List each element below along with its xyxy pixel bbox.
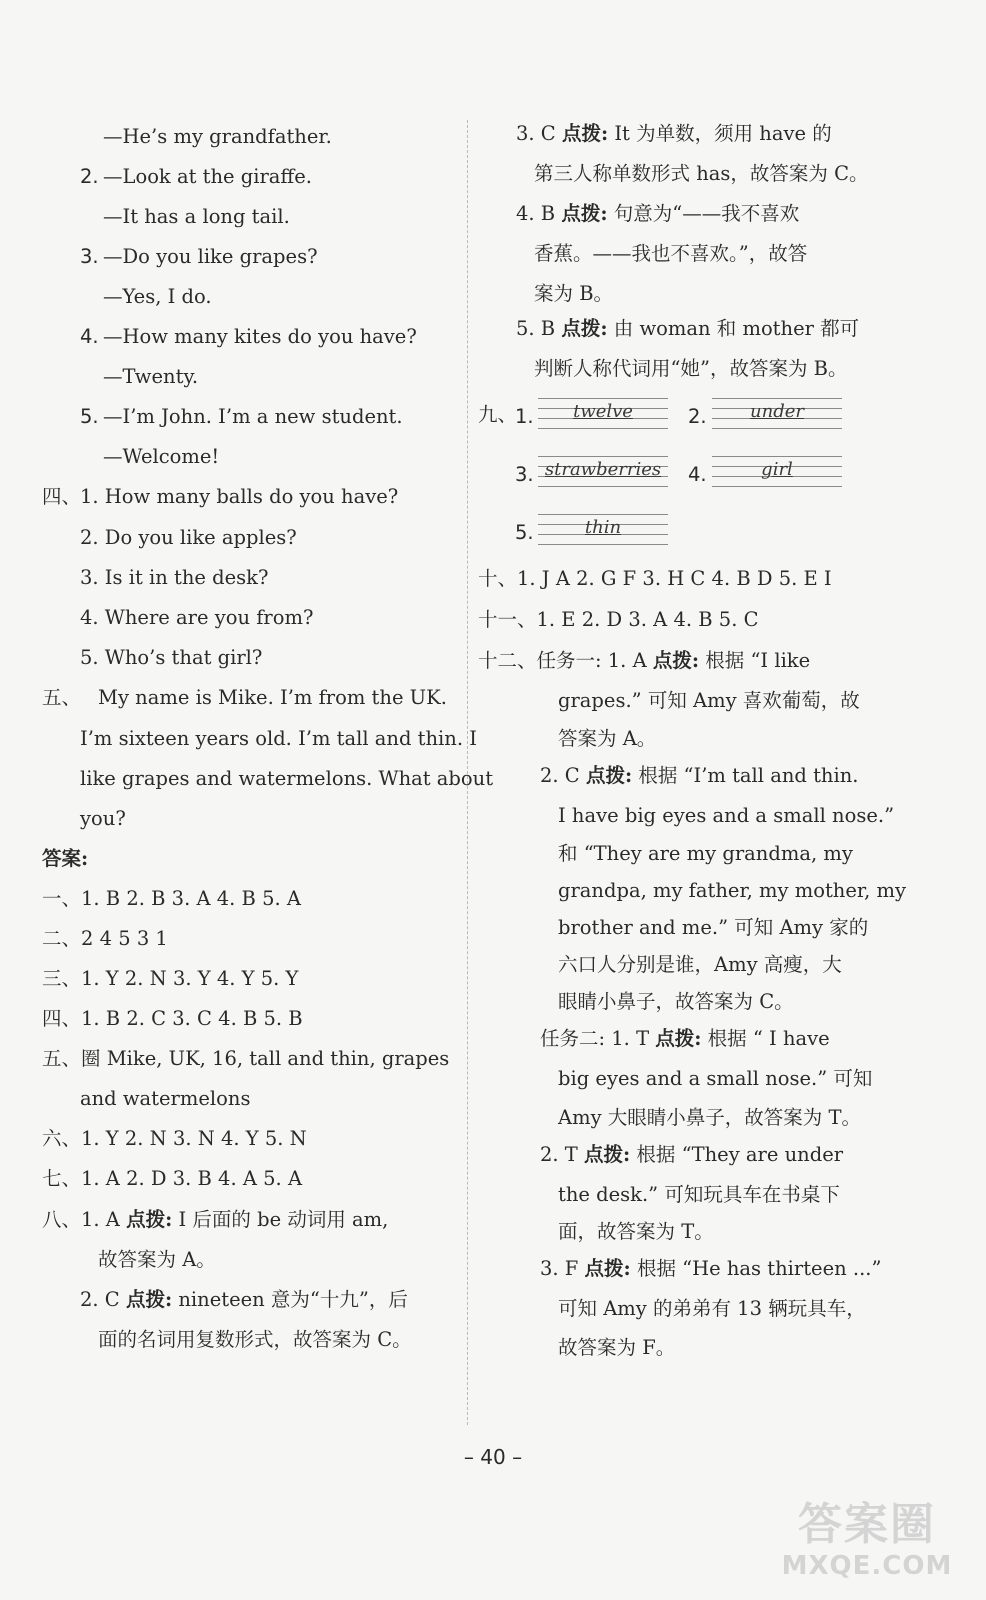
answer-line: 案为 B。 [534, 282, 614, 305]
item-number: 5. [80, 405, 99, 428]
answer-key: 2. C [80, 1288, 126, 1311]
answer-line: 三、1. Y 2. N 3. Y 4. Y 5. Y [42, 967, 299, 990]
writing-lines [538, 456, 668, 486]
answer-line [516, 317, 859, 341]
handwritten-answer: under [750, 401, 804, 422]
answer-line [540, 1027, 830, 1051]
hint-label: 点拨: [561, 317, 608, 340]
answer-line: 五、圈 Mike, UK, 16, tall and thin, grapes [42, 1047, 450, 1070]
page-number: – 40 – [463, 1445, 523, 1469]
answer-line: 第三人称单数形式 has，故答案为 C。 [534, 162, 869, 185]
writing-lines [712, 398, 842, 428]
answer-line: 故答案为 A。 [98, 1248, 216, 1271]
hint-label: 点拨: [126, 1208, 173, 1231]
answer-line: 七、1. A 2. D 3. B 4. A 5. A [42, 1167, 303, 1190]
answer-line: 眼睛小鼻子，故答案为 C。 [558, 990, 794, 1013]
question-line: 2. Do you like apples? [80, 526, 297, 549]
answer-line [42, 1208, 388, 1232]
item-number: 4. [80, 325, 99, 348]
hint-text: 根据 “I’m tall and thin. [632, 764, 859, 787]
hint-text: 根据 “They are under [630, 1143, 844, 1166]
answer-line: 可知 Amy 的弟弟有 13 辆玩具车， [558, 1297, 866, 1320]
answer-line: 六、1. Y 2. N 3. N 4. Y 5. N [42, 1127, 307, 1150]
hint-label: 点拨: [584, 1143, 631, 1166]
answer-line: 十一、1. E 2. D 3. A 4. B 5. C [478, 608, 759, 631]
answer-line [516, 122, 832, 146]
hint-text: 根据 “ I have [701, 1027, 830, 1050]
answer-line: 二、2 4 5 3 1 [42, 927, 168, 950]
column-divider [467, 120, 468, 1425]
answers-heading: 答案: [42, 847, 89, 870]
writing-lines [538, 398, 668, 428]
handwritten-answer: girl [761, 459, 793, 480]
answer-line: big eyes and a small nose.” 可知 [558, 1067, 873, 1090]
item-number: 3. [515, 463, 534, 486]
dialog-line: —How many kites do you have? [103, 325, 417, 348]
answer-line: 面，故答案为 T。 [558, 1220, 714, 1243]
hint-label: 点拨: [584, 1257, 631, 1280]
dialog-line: —Welcome! [103, 445, 220, 468]
item-number: 4. [688, 463, 707, 486]
hint-text: 根据 “I like [699, 649, 811, 672]
writing-lines [538, 514, 668, 544]
answer-line: grapes.” 可知 Amy 喜欢葡萄，故 [558, 689, 860, 712]
answer-key: 5. B [516, 317, 562, 340]
answer-line: I have big eyes and a small nose.” [558, 804, 895, 827]
hint-label: 点拨: [585, 764, 633, 787]
dialog-line: —Do you like grapes? [103, 245, 318, 268]
hint-text: nineteen 意为“十九”，后 [172, 1288, 408, 1311]
dialog-line: —He’s my grandfather. [103, 125, 332, 148]
hint-label: 点拨: [125, 1288, 173, 1311]
hint-text: I 后面的 be 动词用 am, [172, 1208, 389, 1231]
answer-line: 故答案为 F。 [558, 1336, 676, 1359]
answer-key: 十二、任务一: 1. A [478, 649, 653, 672]
answer-line: and watermelons [80, 1087, 251, 1110]
answer-line [540, 764, 859, 788]
answer-line: 面的名词用复数形式，故答案为 C。 [98, 1328, 412, 1351]
answer-line: grandpa, my father, my mother, my [558, 879, 906, 902]
item-number: 2. [80, 165, 99, 188]
hint-label: 点拨: [561, 202, 608, 225]
answer-key: 2. T [540, 1143, 585, 1166]
question-line: 1. How many balls do you have? [80, 485, 399, 508]
item-number: 5. [515, 521, 534, 544]
dialog-line: —I’m John. I’m a new student. [103, 405, 403, 428]
paragraph-line: My name is Mike. I’m from the UK. [98, 686, 447, 709]
hint-text: 由 woman 和 mother 都可 [607, 317, 860, 340]
handwritten-answer: thin [584, 517, 622, 538]
section-label: 四、 [42, 485, 82, 508]
hint-label: 点拨: [655, 1027, 702, 1050]
question-line: 4. Where are you from? [80, 606, 314, 629]
answer-line: the desk.” 可知玩具车在书桌下 [558, 1183, 840, 1206]
question-line: 5. Who’s that girl? [80, 646, 263, 669]
answer-key: 4. B [516, 202, 562, 225]
writing-lines [712, 456, 842, 486]
hint-label: 点拨: [561, 122, 609, 145]
answer-line [80, 1288, 408, 1312]
answer-line: 判断人称代词用“她”，故答案为 B。 [534, 357, 848, 380]
answer-line [540, 1143, 843, 1167]
watermark [772, 1500, 962, 1592]
handwritten-answer: twelve [573, 401, 633, 422]
item-number: 3. [80, 245, 99, 268]
answer-line: 六口人分别是谁，Amy 高瘦，大 [558, 953, 842, 976]
answer-line [516, 202, 799, 226]
hint-text: It 为单数，须用 have 的 [608, 122, 832, 145]
paragraph-line: like grapes and watermelons. What about [80, 767, 494, 790]
answer-line: 十、1. J A 2. G F 3. H C 4. B D 5. E I [478, 567, 832, 590]
answer-line [478, 649, 810, 673]
answer-line: Amy 大眼睛小鼻子，故答案为 T。 [558, 1106, 861, 1129]
answer-key: 3. C [516, 122, 562, 145]
dialog-line: —Yes, I do. [103, 285, 212, 308]
answer-line: brother and me.” 可知 Amy 家的 [558, 916, 869, 939]
watermark-url: MXQE.COM [781, 1551, 953, 1581]
item-number: 1. [515, 405, 534, 428]
hint-text: 根据 “He has thirteen ...” [630, 1257, 882, 1280]
item-number: 2. [688, 405, 707, 428]
question-line: 3. Is it in the desk? [80, 566, 269, 589]
answer-key: 八、1. A [42, 1208, 127, 1231]
answer-line: 答案为 A。 [558, 727, 657, 750]
answer-line: 和 “They are my grandma, my [558, 842, 853, 865]
handwritten-answer: strawberries [544, 459, 662, 480]
answer-line: 四、1. B 2. C 3. C 4. B 5. B [42, 1007, 303, 1030]
section-label: 五、 [42, 686, 82, 709]
hint-label: 点拨: [652, 649, 700, 672]
dialog-line: —Look at the giraffe. [103, 165, 312, 188]
dialog-line: —It has a long tail. [103, 205, 290, 228]
answer-line: 一、1. B 2. B 3. A 4. B 5. A [42, 887, 301, 910]
dialog-line: —Twenty. [103, 365, 199, 388]
answer-key: 3. F [540, 1257, 585, 1280]
section-label: 九、 [478, 403, 518, 426]
answer-key: 任务二: 1. T [540, 1027, 656, 1050]
paragraph-line: I’m sixteen years old. I’m tall and thin. I [80, 727, 477, 750]
paragraph-line: you? [80, 807, 126, 830]
hint-text: 句意为“——我不喜欢 [607, 202, 800, 225]
answer-line [540, 1257, 881, 1281]
answer-key: 2. C [540, 764, 586, 787]
answer-line: 香蕉。——我也不喜欢。”，故答 [534, 242, 808, 265]
watermark-logo: 答案圈 [798, 1499, 936, 1550]
